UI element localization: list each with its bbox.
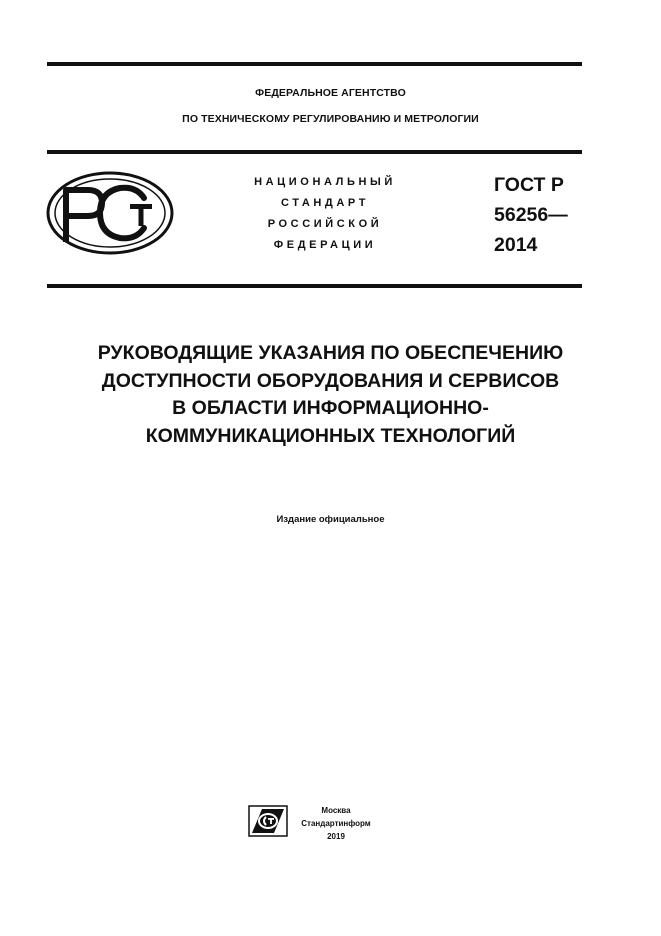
standard-designation: [494, 170, 568, 260]
national-standard-line: НАЦИОНАЛЬНЫЙ: [254, 176, 396, 188]
section-rule: [47, 284, 582, 288]
header-rule: [47, 150, 582, 154]
publication-imprint: [296, 804, 376, 843]
document-title: [20, 340, 641, 450]
title-line: РУКОВОДЯЩИЕ УКАЗАНИЯ ПО ОБЕСПЕЧЕНИЮ: [97, 342, 564, 364]
imprint-city: Москва: [321, 806, 351, 815]
national-standard-line: СТАНДАРТ: [280, 197, 370, 209]
national-standard-label: [220, 172, 430, 256]
agency-name-line-1: ФЕДЕРАЛЬНОЕ АГЕНТСТВО: [255, 87, 406, 99]
designation-line: ГОСТ Р: [494, 174, 564, 196]
national-standard-line: РОССИЙСКОЙ: [267, 218, 383, 230]
agency-name-line-2: ПО ТЕХНИЧЕСКОМУ РЕГУЛИРОВАНИЮ И МЕТРОЛОГИИ: [182, 113, 479, 125]
title-line: ДОСТУПНОСТИ ОБОРУДОВАНИЯ И СЕРВИСОВ: [101, 369, 560, 392]
designation-line: 56256—: [494, 204, 568, 226]
top-rule: [47, 62, 582, 66]
title-line: В ОБЛАСТИ ИНФОРМАЦИОННО-: [172, 397, 489, 419]
imprint-publisher: Стандартинформ: [301, 819, 371, 828]
rst-emblem-icon: [44, 170, 176, 256]
imprint-year: 2019: [327, 832, 345, 841]
designation-line: 2014: [494, 234, 538, 256]
standartinform-logo-icon: [248, 805, 288, 837]
edition-label: Издание официальное: [276, 514, 385, 525]
national-standard-line: ФЕДЕРАЦИИ: [273, 239, 377, 251]
title-line: КОММУНИКАЦИОННЫХ ТЕХНОЛОГИЙ: [145, 424, 516, 447]
